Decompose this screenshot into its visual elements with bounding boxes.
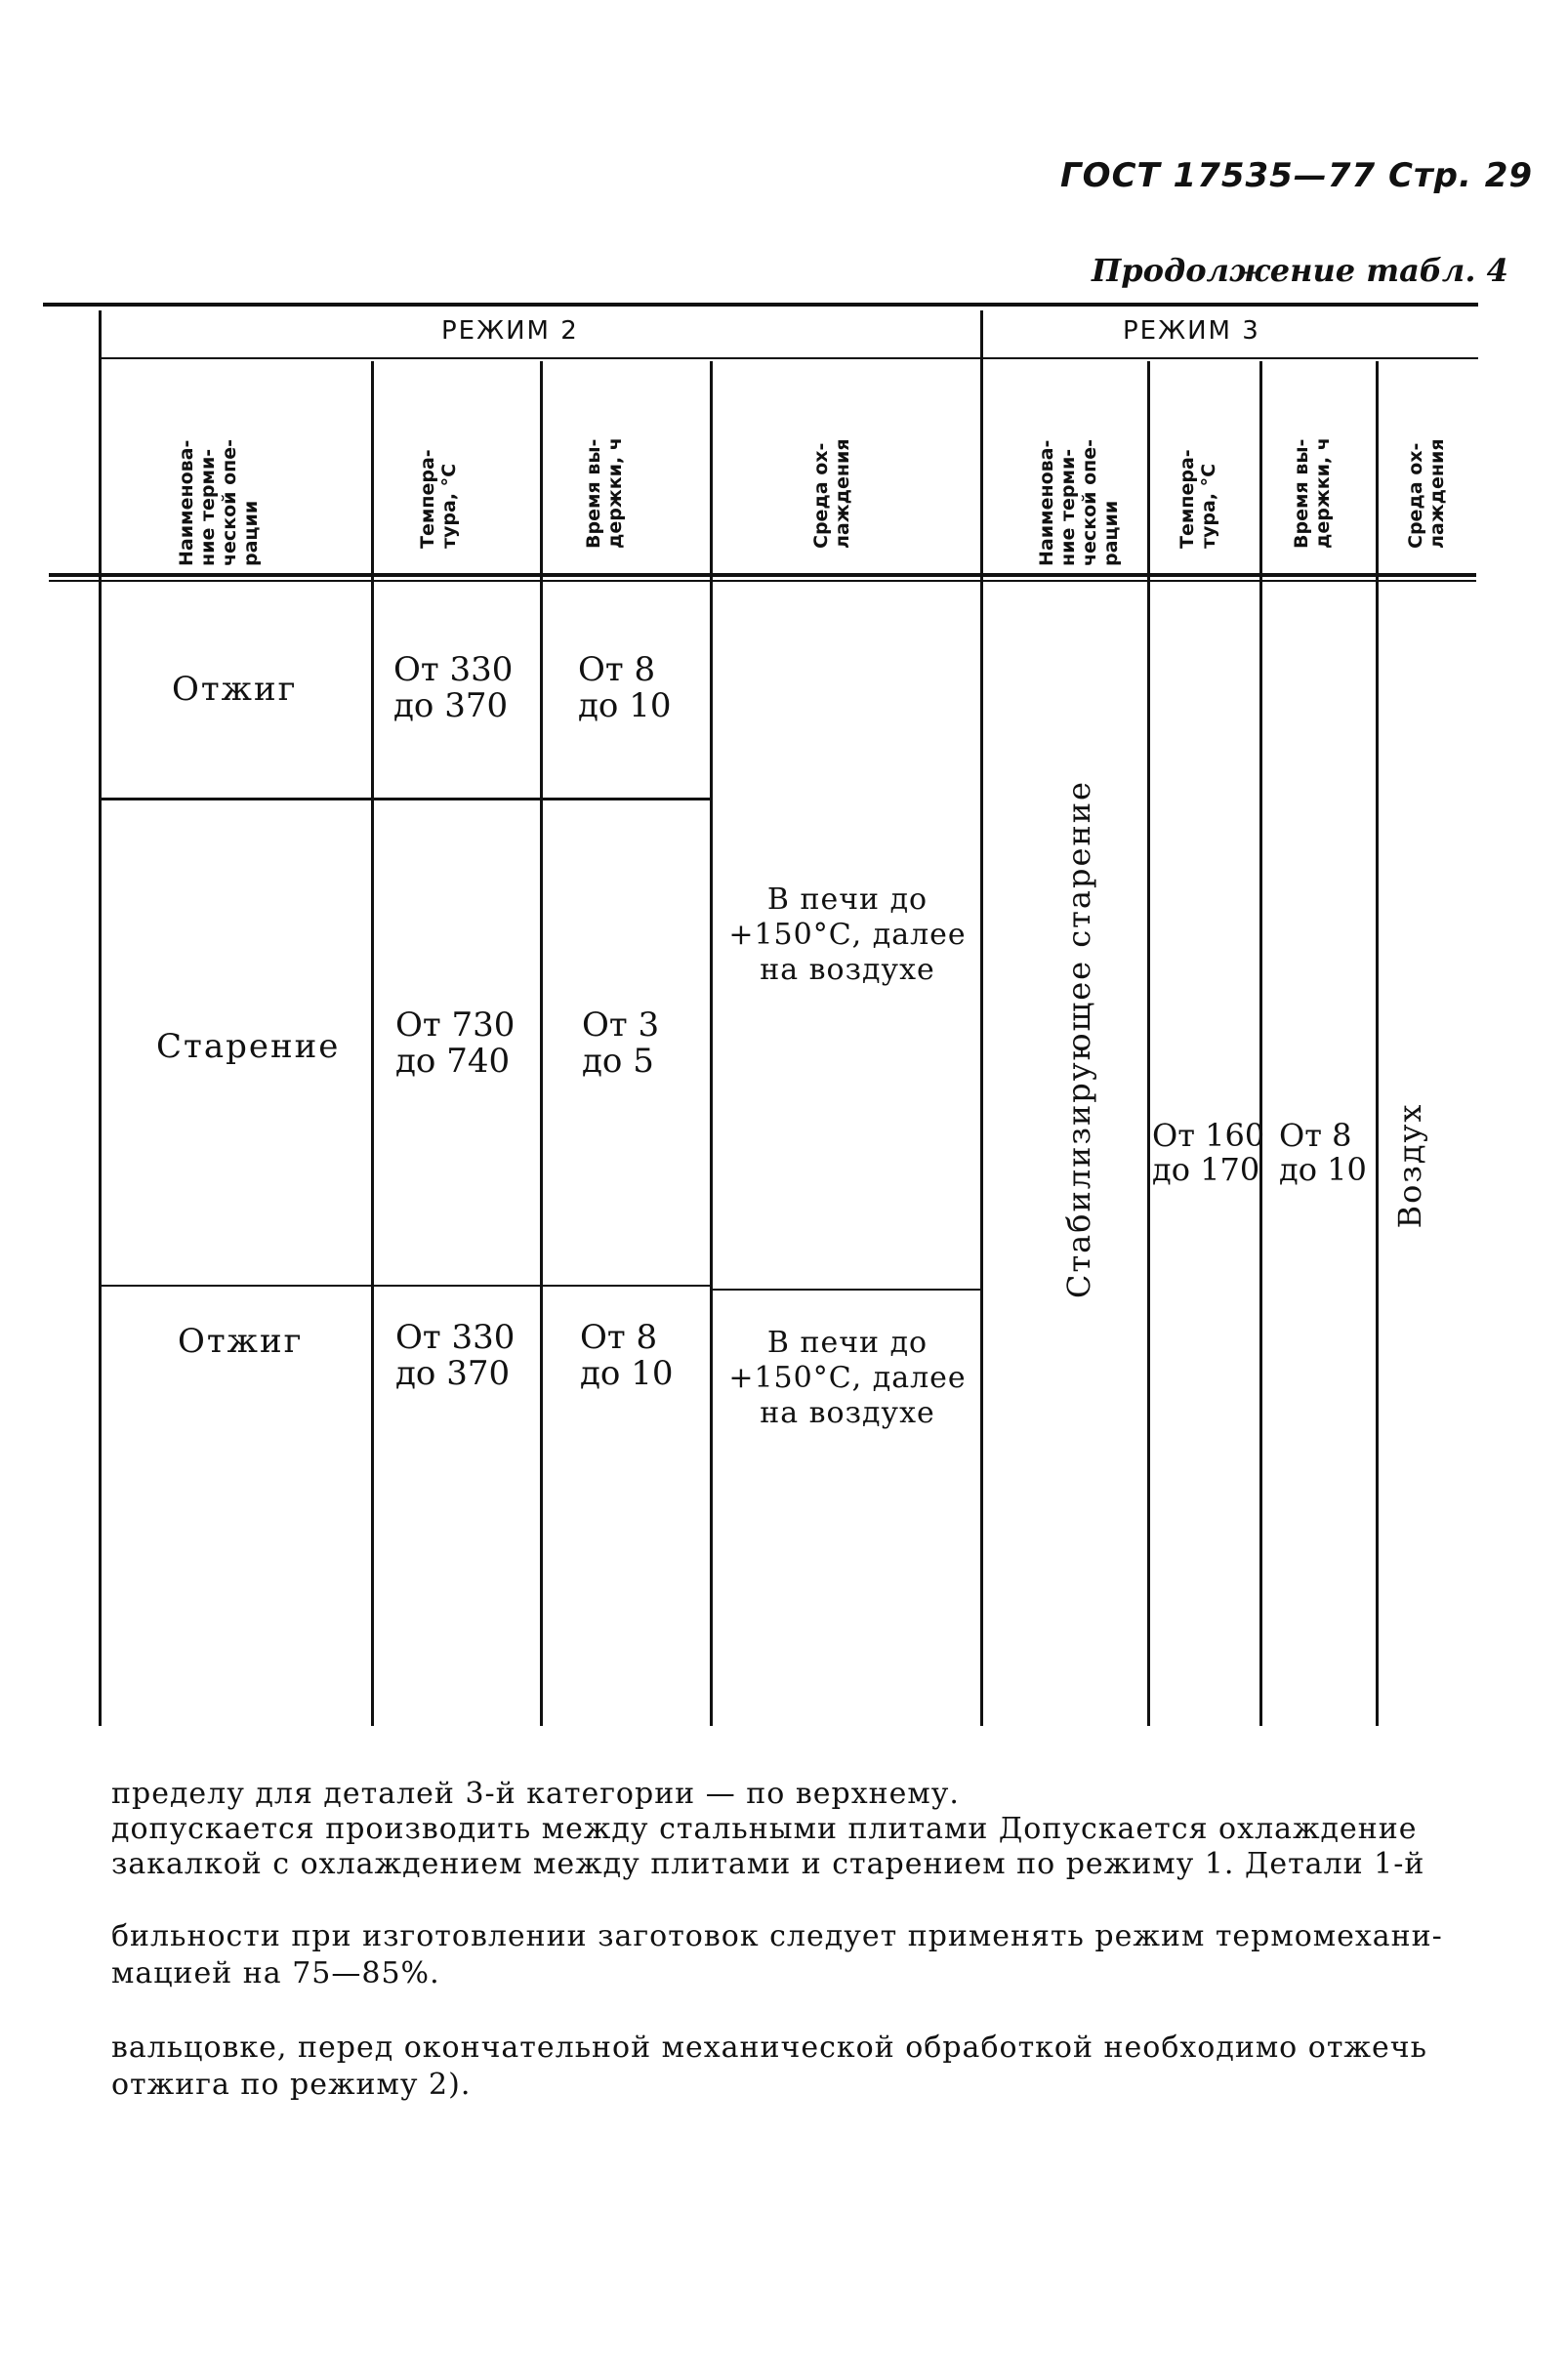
table-top-border bbox=[43, 303, 1478, 307]
mode3-temperature: От 160 до 170 bbox=[1152, 1117, 1265, 1188]
col-divider-temp2 bbox=[371, 361, 374, 1726]
mode3-cooling-medium: Воздух bbox=[1391, 1102, 1428, 1229]
text-line: вальцовке, перед окончательной механической обработкой необходимо отжечь bbox=[111, 2031, 1427, 2065]
col-divider-temp3 bbox=[1147, 361, 1150, 1726]
table-continuation-caption: Продолжение табл. 4 bbox=[1092, 252, 1508, 289]
table-left-border bbox=[99, 310, 102, 1726]
header-hold-time-mode2: Время вы- держки, ч bbox=[583, 437, 626, 549]
col-divider-time3 bbox=[1259, 361, 1262, 1726]
row3-temperature: От 330 до 370 bbox=[395, 1318, 516, 1393]
page-reference: ГОСТ 17535—77 Стр. 29 bbox=[1060, 156, 1534, 195]
row2-hold-time: От 3 до 5 bbox=[582, 1005, 660, 1081]
row1-hold-time: От 8 до 10 bbox=[578, 650, 672, 725]
row3-operation: Отжиг bbox=[178, 1322, 304, 1361]
header-cooling-mode3: Среда ох- лаждения bbox=[1405, 438, 1448, 549]
cooling-medium-2: В печи до +150°С, далее на воздухе bbox=[728, 1326, 967, 1430]
row3-hold-time: От 8 до 10 bbox=[580, 1318, 674, 1393]
cooling-medium-1: В печи до +150°С, далее на воздухе bbox=[728, 882, 967, 987]
mode3-hold-time: От 8 до 10 bbox=[1279, 1117, 1367, 1188]
row-divider-2 bbox=[102, 1285, 710, 1287]
text-line: отжига по режиму 2). bbox=[111, 2068, 472, 2102]
row2-operation: Старение bbox=[156, 1027, 341, 1066]
header-operation-mode2: Наименова- ние терми- ческой опе- рации bbox=[176, 438, 262, 566]
text-line: закалкой с охлаждением между плитами и старением по режиму 1. Детали 1-й bbox=[111, 1847, 1425, 1881]
header-operation-mode3: Наименова- ние терми- ческой опе- рации bbox=[1036, 438, 1122, 566]
mode-2-title: РЕЖИМ 2 bbox=[441, 316, 579, 346]
text-line: бильности при изготовлении заготовок следует применять режим термомехани- bbox=[111, 1919, 1443, 1953]
header-temperature-mode2: Темпера- тура, °С bbox=[417, 449, 460, 549]
header-temperature-mode3: Темпера- тура, °С bbox=[1176, 449, 1219, 549]
header-cooling-mode2: Среда ох- лаждения bbox=[810, 438, 853, 549]
cooling-divider bbox=[713, 1289, 980, 1291]
row1-temperature: От 330 до 370 bbox=[393, 650, 514, 725]
text-line: пределу для деталей 3-й категории — по верхнему. bbox=[111, 1777, 960, 1811]
text-line: допускается производить между стальными плитами Допускается охлаждение bbox=[111, 1812, 1418, 1846]
mode-divider bbox=[980, 310, 983, 1726]
mode-3-title: РЕЖИМ 3 bbox=[1123, 316, 1260, 346]
row2-temperature: От 730 до 740 bbox=[395, 1005, 516, 1081]
col-divider-cool2 bbox=[710, 361, 713, 1726]
col-divider-cool3 bbox=[1376, 361, 1379, 1726]
row-divider-1 bbox=[102, 798, 710, 800]
mode3-operation: Стабилизирующее старение bbox=[1060, 780, 1097, 1298]
mode-title-divider bbox=[102, 357, 1478, 359]
col-divider-time2 bbox=[540, 361, 543, 1726]
text-line: мацией на 75—85%. bbox=[111, 1956, 440, 1990]
row1-operation: Отжиг bbox=[172, 670, 298, 709]
header-hold-time-mode3: Время вы- держки, ч bbox=[1291, 437, 1334, 549]
